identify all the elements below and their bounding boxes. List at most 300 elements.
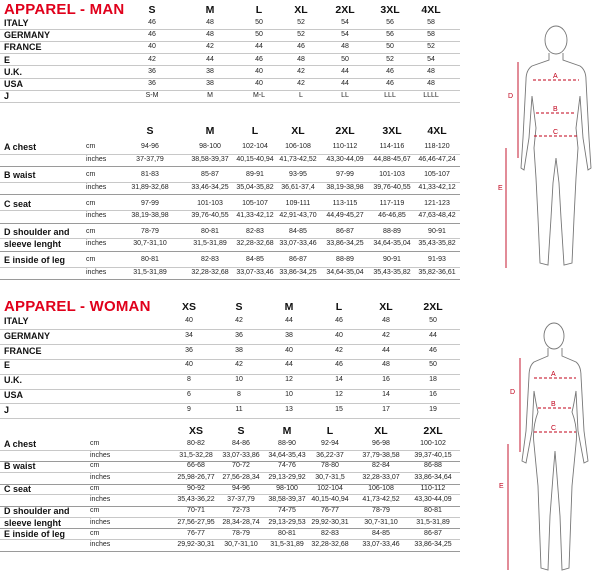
measure-cell: 34,64-35,43 [268, 451, 306, 459]
row-divider [0, 450, 460, 451]
size-cell: 48 [341, 43, 349, 51]
measure-cell: 46,46-47,24 [418, 155, 456, 163]
measure-label: B waist [4, 461, 36, 472]
measure-cell: 80-81 [424, 507, 442, 515]
size-cell: 46 [148, 19, 156, 26]
measure-cell: 36,22-37 [316, 451, 344, 459]
size-cell: 42 [148, 55, 156, 63]
measure-cell: 92-94 [321, 440, 339, 447]
row-divider [0, 528, 460, 529]
measure-cell: 72-73 [232, 507, 250, 515]
measure-cell: 33,07-33,46 [279, 240, 317, 248]
row-divider [0, 494, 460, 495]
measure-cell: 88-89 [336, 256, 354, 264]
size-cell: 54 [427, 55, 435, 63]
size-cell: 52 [427, 43, 435, 51]
row-divider [0, 223, 460, 224]
measure-label: D shoulder and [4, 506, 70, 517]
measure-cell: 82-83 [201, 256, 219, 264]
measure-cell: 106-108 [285, 143, 311, 150]
measure-cell: 33,86-34,64 [414, 474, 452, 481]
row-divider [0, 344, 460, 345]
size-cell: 38 [206, 67, 214, 75]
measure-cell: 44,88-45,67 [373, 155, 411, 163]
unit-label: inches [86, 212, 107, 220]
measure-cell: 32,28-32,68 [311, 541, 349, 549]
size-cell: 40 [255, 67, 263, 75]
row-divider [0, 166, 460, 167]
measure-cell: 78-79 [141, 227, 159, 235]
measure-cell: 98-100 [199, 143, 221, 150]
size-header-l: L [335, 301, 343, 313]
size-cell: 40 [285, 346, 293, 354]
measure-cell: 90-91 [428, 227, 446, 235]
measure-cell: 110-112 [332, 143, 358, 150]
size-cell: 46 [386, 67, 394, 75]
measure-cell: 37-37,79 [136, 155, 164, 163]
unit-label: inches [90, 541, 111, 549]
country-label: GERMANY [4, 330, 51, 341]
size-header-4xl: 4XL [427, 125, 447, 137]
country-label: J [4, 404, 10, 415]
figure-label-c: C [553, 129, 559, 136]
size-cell: M-L [252, 92, 266, 100]
measure-cell: 42,91-43,70 [279, 212, 317, 220]
size-cell: 46 [429, 346, 437, 354]
size-header-4xl: 4XL [421, 4, 441, 16]
row-divider [0, 194, 460, 195]
row-divider [0, 210, 460, 211]
size-cell: 14 [382, 391, 390, 398]
measure-cell: 31,5-31,89 [270, 541, 304, 549]
measure-cell: 33,86-34,25 [326, 240, 364, 248]
size-cell: 52 [297, 19, 305, 26]
size-cell: 42 [382, 331, 390, 339]
size-cell: 44 [285, 361, 293, 369]
measure-cell: 101-103 [197, 199, 223, 207]
measure-cell: 101-103 [379, 171, 405, 179]
size-cell: 50 [429, 317, 437, 324]
size-cell: 6 [187, 391, 191, 398]
size-header-3xl: 3XL [382, 125, 402, 137]
size-cell: 46 [335, 317, 343, 324]
size-cell: 56 [386, 31, 394, 39]
measure-cell: 32,28-32,68 [191, 268, 229, 276]
measure-cell: 36,61-37,4 [281, 183, 315, 191]
measure-cell: 31,5-31,89 [133, 268, 167, 276]
size-cell: 48 [297, 55, 305, 63]
country-label: USA [4, 79, 24, 89]
measure-cell: 31,5-31,89 [193, 240, 227, 248]
measure-cell: 93-95 [289, 171, 307, 179]
unit-label: inches [90, 496, 111, 504]
size-cell: 38 [235, 346, 243, 354]
row-divider [0, 251, 460, 252]
size-cell: 12 [285, 376, 293, 384]
measure-cell: 80-81 [201, 227, 219, 235]
measure-cell: 38,58-39,37 [191, 155, 229, 163]
measure-cell: 37,79-38,58 [362, 451, 400, 459]
unit-label: cm [86, 171, 96, 179]
measure-cell: 86-87 [424, 529, 442, 537]
size-header-s: S [146, 125, 154, 137]
measure-cell: 82-83 [246, 227, 264, 235]
measure-cell: 84-85 [372, 529, 390, 537]
measure-cell: 40,15-40,94 [311, 496, 349, 504]
size-cell: LLL [384, 92, 396, 100]
measure-cell: 39,76-40,55 [191, 212, 229, 220]
measure-cell: 74-75 [278, 507, 296, 515]
size-cell: 10 [285, 391, 293, 398]
size-cell: 42 [206, 43, 214, 51]
size-cell: 54 [341, 31, 349, 39]
measure-label: B waist [4, 170, 36, 181]
size-header-s: S [235, 301, 243, 313]
size-cell: 46 [297, 43, 305, 51]
unit-label: cm [90, 440, 100, 447]
size-cell: 12 [335, 391, 343, 398]
measure-cell: 39,76-40,55 [373, 183, 411, 191]
size-cell: 36 [148, 67, 156, 75]
measure-cell: 33,86-34,25 [279, 268, 317, 276]
measure-cell: 38,19-38,98 [326, 183, 364, 191]
figure-label-b: B [551, 401, 556, 408]
measure-cell: 86-87 [336, 227, 354, 235]
measure-cell: 41,33-42,12 [236, 212, 274, 220]
measure-cell: 41,73-42,52 [362, 496, 400, 504]
measure-cell: 86-88 [424, 462, 442, 470]
measure-cell: 97-99 [141, 199, 159, 207]
country-label: U.K. [4, 66, 22, 77]
measure-label: E inside of leg [4, 528, 66, 539]
measure-cell: 31,89-32,68 [131, 183, 169, 191]
size-cell: 40 [185, 361, 193, 369]
measure-label: sleeve lenght [4, 517, 62, 528]
size-header-2xl: 2XL [423, 425, 443, 437]
size-cell: 19 [429, 405, 437, 413]
size-header-2xl: 2XL [335, 125, 355, 137]
measure-cell: 35,82-36,61 [418, 268, 456, 276]
measure-cell: 33,07-33,46 [236, 268, 274, 276]
measure-cell: 88-90 [278, 440, 296, 447]
measure-label: E inside of leg [4, 255, 66, 266]
unit-label: cm [86, 256, 96, 264]
size-cell: 42 [297, 80, 305, 87]
size-header-l: L [326, 425, 334, 437]
country-label: FRANCE [4, 42, 42, 53]
measure-label: C seat [4, 198, 32, 209]
size-cell: 36 [148, 80, 156, 87]
measure-cell: 47,63-48,42 [418, 212, 456, 220]
measure-cell: 29,92-30,31 [311, 518, 349, 526]
size-cell: 38 [285, 331, 293, 339]
row-divider [0, 29, 460, 30]
row-divider [0, 78, 460, 79]
unit-label: cm [90, 529, 100, 537]
size-cell: 42 [335, 346, 343, 354]
size-cell: 10 [235, 376, 243, 384]
size-cell: 36 [185, 346, 193, 354]
measure-cell: 90-91 [383, 256, 401, 264]
unit-label: cm [90, 462, 100, 470]
measure-cell: 85-87 [201, 171, 219, 179]
size-cell: M [207, 92, 213, 100]
size-cell: 46 [255, 55, 263, 63]
size-cell: 46 [386, 80, 394, 87]
size-cell: 48 [382, 361, 390, 369]
row-divider [0, 41, 460, 42]
size-cell: 44 [341, 67, 349, 75]
row-divider [0, 374, 460, 375]
size-cell: 50 [255, 31, 263, 39]
size-cell: 44 [382, 346, 390, 354]
size-header-xl: XL [294, 4, 308, 16]
row-divider [0, 279, 460, 280]
unit-label: inches [86, 240, 107, 248]
measure-cell: 28,34-28,74 [222, 518, 260, 526]
measure-cell: 31,5-32,28 [179, 451, 213, 459]
size-cell: 48 [206, 31, 214, 39]
man-body-figure [496, 18, 600, 278]
measure-cell: 43,30-44,09 [414, 496, 452, 504]
size-cell: 44 [255, 43, 263, 51]
size-cell: 52 [297, 31, 305, 39]
size-cell: 46 [335, 361, 343, 369]
size-cell: 42 [235, 317, 243, 324]
size-header-xl: XL [291, 125, 305, 137]
measure-cell: 105-107 [424, 171, 450, 179]
row-divider [0, 403, 460, 404]
measure-cell: 121-123 [424, 199, 450, 207]
measure-cell: 84-85 [246, 256, 264, 264]
measure-cell: 29,92-30,31 [177, 541, 215, 549]
measure-cell: 110-112 [420, 484, 446, 492]
measure-cell: 27,56-27,95 [177, 518, 215, 526]
row-divider [0, 267, 460, 268]
country-label: ITALY [4, 316, 29, 326]
measure-cell: 113-115 [332, 199, 358, 207]
size-cell: S-M [145, 92, 159, 100]
measure-cell: 86-87 [289, 256, 307, 264]
size-header-m: M [282, 425, 292, 437]
measure-cell: 32,28-33,07 [362, 474, 400, 481]
size-cell: 50 [386, 43, 394, 51]
measure-cell: 114-116 [379, 143, 405, 150]
measure-cell: 78-79 [232, 529, 250, 537]
size-cell: 50 [429, 361, 437, 369]
measure-cell: 37-37,79 [227, 496, 255, 504]
measure-cell: 31,5-31,89 [416, 518, 450, 526]
row-divider [0, 418, 460, 419]
measure-cell: 34,64-35,04 [373, 240, 411, 248]
unit-label: inches [90, 518, 111, 526]
size-cell: 11 [235, 405, 243, 413]
size-cell: 54 [341, 19, 349, 26]
size-header-3xl: 3XL [380, 4, 400, 16]
size-header-xs: XS [181, 301, 197, 313]
measure-cell: 38,58-39,37 [268, 496, 306, 504]
measure-cell: 97-99 [336, 171, 354, 179]
measure-cell: 30,7-31,10 [364, 518, 398, 526]
size-cell: 40 [255, 80, 263, 87]
measure-cell: 35,43-35,82 [418, 240, 456, 248]
size-header-s: S [237, 425, 245, 437]
measure-cell: 70-72 [232, 462, 250, 470]
row-divider [0, 359, 460, 360]
measure-cell: 44,49-45,27 [326, 212, 364, 220]
size-header-s: S [148, 4, 156, 16]
size-cell: 50 [341, 55, 349, 63]
woman-chart-title: APPAREL - WOMAN [4, 298, 151, 315]
figure-label-b: B [553, 106, 558, 113]
size-cell: 8 [187, 376, 191, 384]
measure-cell: 29,13-29,53 [268, 518, 306, 526]
unit-label: inches [86, 155, 107, 163]
unit-label: inches [86, 183, 107, 191]
size-cell: 40 [148, 43, 156, 51]
size-header-xs: XS [188, 425, 204, 437]
row-divider [0, 182, 460, 183]
measure-cell: 41,33-42,12 [418, 183, 456, 191]
measure-cell: 41,73-42,52 [279, 155, 317, 163]
country-label: FRANCE [4, 345, 42, 356]
measure-label: C seat [4, 483, 32, 494]
size-header-m: M [284, 301, 294, 313]
figure-label-e: E [498, 185, 503, 192]
measure-cell: 102-104 [242, 143, 268, 150]
unit-label: cm [90, 484, 100, 492]
measure-cell: 34,64-35,04 [326, 268, 364, 276]
measure-label: sleeve lenght [4, 239, 62, 250]
unit-label: inches [90, 474, 111, 481]
measure-cell: 94-96 [232, 484, 250, 492]
size-cell: 58 [427, 19, 435, 26]
measure-cell: 98-100 [276, 484, 298, 492]
measure-cell: 90-92 [187, 484, 205, 492]
size-header-xl: XL [374, 425, 388, 437]
size-header-2xl: 2XL [335, 4, 355, 16]
measure-cell: 106-108 [368, 484, 394, 492]
measure-cell: 88-89 [383, 227, 401, 235]
size-header-l: L [255, 4, 263, 16]
measure-cell: 33,07-33,86 [222, 451, 260, 459]
unit-label: cm [86, 227, 96, 235]
row-divider [0, 517, 460, 518]
size-cell: 58 [427, 31, 435, 39]
measure-label: A chest [4, 439, 37, 449]
size-header-xl: XL [379, 301, 393, 313]
measure-cell: 38,19-38,98 [131, 212, 169, 220]
measure-cell: 70-71 [187, 507, 205, 515]
measure-cell: 33,86-34,25 [414, 541, 452, 549]
measure-cell: 27,56-28,34 [222, 474, 260, 481]
measure-cell: 74-76 [278, 462, 296, 470]
woman-body-figure [496, 316, 600, 580]
measure-cell: 102-104 [317, 484, 343, 492]
size-cell: 48 [427, 80, 435, 87]
size-cell: 38 [206, 80, 214, 87]
size-header-2xl: 2XL [423, 301, 443, 313]
size-cell: 40 [185, 317, 193, 324]
measure-label: D shoulder and [4, 226, 70, 237]
measure-cell: 39,37-40,15 [414, 451, 452, 459]
unit-label: cm [86, 199, 96, 207]
country-label: E [4, 54, 11, 65]
measure-cell: 91-93 [428, 256, 446, 264]
size-cell: 14 [335, 376, 343, 384]
size-cell: 36 [235, 331, 243, 339]
measure-cell: 118-120 [424, 143, 450, 150]
measure-cell: 30,7-31,5 [315, 474, 345, 481]
man-chart-title: APPAREL - MAN [4, 1, 125, 18]
measure-cell: 80-81 [278, 529, 296, 537]
figure-label-a: A [551, 371, 556, 378]
measure-cell: 96-98 [372, 440, 390, 447]
row-divider [0, 472, 460, 473]
measure-cell: 100-102 [420, 440, 446, 447]
measure-cell: 35,04-35,82 [236, 183, 274, 191]
measure-label: A chest [4, 142, 37, 152]
row-divider [0, 461, 460, 462]
unit-label: inches [90, 451, 111, 459]
size-cell: 34 [185, 331, 193, 339]
size-cell: 44 [341, 80, 349, 87]
size-cell: 48 [427, 67, 435, 75]
size-cell: 44 [429, 331, 437, 339]
size-cell: LL [341, 92, 349, 100]
measure-cell: 43,30-44,09 [326, 155, 364, 163]
measure-cell: 30,7-31,10 [224, 541, 258, 549]
measure-cell: 84-85 [289, 227, 307, 235]
figure-label-d: D [508, 93, 514, 100]
figure-label-a: A [553, 73, 558, 80]
size-header-m: M [205, 4, 215, 16]
row-divider [0, 154, 460, 155]
measure-cell: 25,98-26,77 [177, 474, 215, 481]
measure-cell: 32,28-32,68 [236, 240, 274, 248]
size-header-m: M [205, 125, 215, 137]
country-label: USA [4, 390, 24, 400]
size-cell: 56 [386, 19, 394, 26]
row-divider [0, 551, 460, 552]
size-cell: 48 [382, 317, 390, 324]
unit-label: inches [86, 268, 107, 276]
unit-label: cm [90, 507, 100, 515]
measure-cell: 89-91 [246, 171, 264, 179]
size-cell: 18 [429, 376, 437, 384]
size-cell: 17 [382, 405, 390, 413]
country-label: U.K. [4, 375, 22, 386]
measure-cell: 66-68 [187, 462, 205, 470]
size-cell: 52 [386, 55, 394, 63]
size-cell: 50 [255, 19, 263, 26]
measure-cell: 46-46,85 [378, 212, 406, 220]
measure-cell: 33,46-34,25 [191, 183, 229, 191]
row-divider [0, 65, 460, 66]
measure-cell: 40,15-40,94 [236, 155, 274, 163]
size-cell: LLLL [423, 92, 439, 100]
measure-cell: 94-96 [141, 143, 159, 150]
size-cell: 9 [187, 405, 191, 413]
measure-cell: 76-77 [187, 529, 205, 537]
size-cell: 44 [206, 55, 214, 63]
measure-cell: 80-82 [187, 440, 205, 447]
figure-label-e: E [499, 483, 504, 490]
size-cell: 46 [148, 31, 156, 39]
country-label: GERMANY [4, 30, 51, 41]
country-label: ITALY [4, 18, 29, 28]
measure-cell: 78-80 [321, 462, 339, 470]
